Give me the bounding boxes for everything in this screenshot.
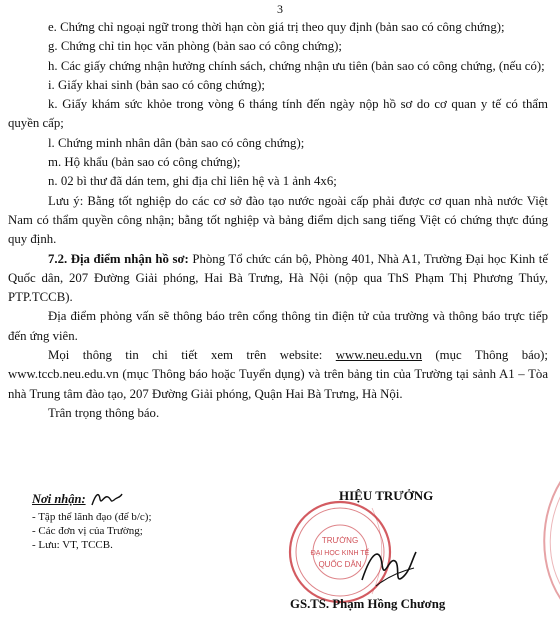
list-item: e. Chứng chỉ ngoại ngữ trong thời hạn còn giá trị theo quy định (bản sao có công chứng);: [48, 20, 505, 34]
closing-text: Trân trọng thông báo.: [48, 405, 160, 420]
signature-block: [268, 482, 508, 623]
signer-name: GS.TS. Phạm Hồng Chương: [290, 597, 446, 611]
recipients-block: [32, 491, 152, 552]
recipient-item: - Các đơn vị của Trường;: [32, 525, 143, 537]
list-item: k. Giấy khám sức khỏe trong vòng 6 tháng tính đến ngày nộp hồ sơ do cơ quan y tế có thẩm quyền cấp;: [8, 97, 548, 131]
initials-signature-icon: [90, 491, 124, 507]
website-link[interactable]: www.neu.edu.vn: [335, 348, 423, 363]
page-number: 3: [277, 2, 283, 16]
note-paragraph: Lưu ý: Bằng tốt nghiệp do các cơ sở đào tạo nước ngoài cấp phải được cơ quan nhà nước Việt Nam có thẩm quyền công nhận; bằng tốt nghiệp và bảng điểm dịch sang tiếng Việt có chứng thực đúng quy định.: [8, 193, 548, 247]
svg-text:ĐẠI HỌC KINH TẾ: ĐẠI HỌC KINH TẾ: [310, 550, 370, 557]
section-paragraph: 7.2. Địa điểm nhận hồ sơ: Phòng Tổ chức cán bộ, Phòng 401, Nhà A1, Trường Đại học Kinh tế Quốc dân, 207 Đường Giải phóng, Hai Bà Trưng, Hà Nội (nộp qua ThS Phạm Thị Phương Thúy, PTP.TCCB).: [8, 251, 548, 305]
recipients-title: Nơi nhận:: [32, 492, 86, 506]
recipient-item: - Lưu: VT, TCCB.: [32, 539, 113, 551]
interview-paragraph: Địa điểm phỏng vấn sẽ thông báo trên cổng thông tin điện tử của trường và thông báo trực tiếp đến ứng viên.: [8, 309, 548, 343]
svg-text:QUỐC DÂN: QUỐC DÂN: [318, 560, 362, 569]
list-item: n. 02 bì thư đã dán tem, ghi địa chỉ liên hệ và 1 ảnh 4x6;: [48, 174, 337, 189]
signer-title: HIỆU TRƯỞNG: [339, 488, 434, 503]
list-item: l. Chứng minh nhân dân (bản sao có công chứng);: [48, 135, 305, 150]
handwritten-signature-icon: [358, 542, 418, 592]
partial-seal-icon: [528, 470, 560, 610]
list-item: m. Hộ khẩu (bản sao có công chứng);: [48, 155, 241, 170]
recipient-item: - Tập thể lãnh đạo (để b/c);: [32, 511, 152, 523]
list-item: i. Giấy khai sinh (bản sao có công chứng);: [48, 77, 265, 92]
svg-text:TRƯỜNG: TRƯỜNG: [321, 536, 359, 545]
list-item: g. Chứng chỉ tin học văn phòng (bản sao có công chứng);: [48, 39, 342, 54]
document-body: [8, 18, 548, 423]
list-item: h. Các giấy chứng nhận hưởng chính sách, chứng nhận ưu tiên (bản sao có công chứng, (nếu có);: [48, 58, 545, 73]
section-label: 7.2. Địa điểm nhận hồ sơ:: [48, 251, 189, 266]
info-paragraph: Mọi thông tin chi tiết xem trên website: www.neu.edu.vn (mục Thông báo); www.tccb.neu.edu.vn (mục Thông báo hoặc Tuyển dụng) và trên bảng tin của Trường tại sảnh A1 – Tòa nhà Trung tâm đào tạo, 207 Đường Giải phóng, Quận Hai Bà Trưng, Hà Nội.: [8, 348, 548, 401]
